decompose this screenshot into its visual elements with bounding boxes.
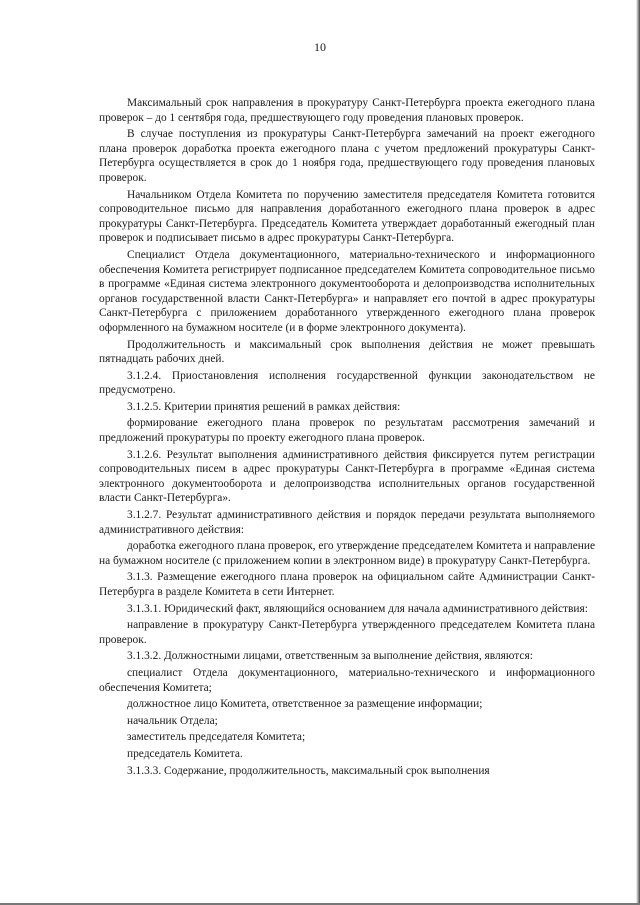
page-number: 10 [314, 40, 326, 54]
paragraph-10: 3.1.2.7. Результат административного действия и порядок передачи результата выполняемого административного действия: [99, 509, 595, 536]
document-body [99, 96, 595, 778]
paragraph-14: направление в прокуратуру Санкт-Петербурга утвержденного председателем Комитета плана проверок. [99, 619, 595, 646]
paragraph-5: Продолжительность и максимальный срок выполнения действия не может превышать пятнадцать рабочих дней. [99, 338, 595, 366]
paragraph-9: 3.1.2.6. Результат выполнения административного действия фиксируется путем регистрации сопроводительных писем в адрес прокуратуры Санкт-Петербурга в программе «Единая система электронного документооборота и делопроизводства исполнительных органов государственной власти Санкт-Петербурга». [99, 448, 595, 505]
paragraph-8: формирование ежегодного плана проверок по результатам рассмотрения замечаний и предложений прокуратуры по проекту ежегодного плана проверок. [99, 417, 595, 445]
paragraph-3: Начальником Отдела Комитета по поручению заместителя председателя Комитета готовится сопроводительное письмо для направления доработанного ежегодного плана проверок в адрес прокуратуры Санкт-Петербурга. Председатель Комитета утверждает доработанный ежегодный план проверок и подписывает письмо в адрес прокуратуры Санкт-Петербурга. [99, 188, 595, 245]
paragraph-11: доработка ежегодного плана проверок, его утверждение председателем Комитета и направление на бумажном носителе (с приложением копии в электронном виде) в прокуратуру Санкт-Петербурга. [99, 540, 595, 567]
paragraph-1: Максимальный срок направления в прокуратуру Санкт-Петербурга проекта ежегодного плана проверок – до 1 сентября года, предшествующего году проведения плановых проверок. [99, 97, 595, 124]
paragraph-7: 3.1.2.5. Критерии принятия решений в рамках действия: [127, 400, 401, 413]
paragraph-12: 3.1.3. Размещение ежегодного плана проверок на официальном сайте Администрации Санкт-Петербурга в разделе Комитета в сети Интернет. [99, 571, 595, 598]
paragraph-16: специалист Отдела документационного, материально-технического и информационного обеспечения Комитета; [99, 666, 595, 694]
paragraph-15: 3.1.3.2. Должностными лицами, ответственным за выполнение действия, являются: [127, 650, 533, 663]
scan-edge-shadow [636, 0, 640, 905]
paragraph-19: заместитель председателя Комитета; [127, 731, 306, 744]
paragraph-20: председатель Комитета. [127, 747, 243, 760]
paragraph-4: Специалист Отдела документационного, материально-технического и информационного обеспечения Комитета регистрирует подписанное председателем Комитета сопроводительное письмо в программе «Единая система электронного документооборота и делопроизводства исполнительных органов государственной власти Санкт-Петербурга» и направляет его почтой в адрес прокуратуры Санкт-Петербурга с приложением доработанного утвержденного ежегодного плана проверок оформленного на бумажном носителе (и в форме электронного документа). [99, 248, 595, 334]
paragraph-6: 3.1.2.4. Приостановления исполнения государственной функции законодательством не предусмотрено. [99, 369, 595, 397]
paragraph-21: 3.1.3.3. Содержание, продолжительность, максимальный срок выполнения [127, 764, 490, 777]
paragraph-13: 3.1.3.1. Юридический факт, являющийся основанием для начала административного действия: [127, 602, 588, 615]
paragraph-18: начальник Отдела; [127, 714, 218, 727]
paragraph-2: В случае поступления из прокуратуры Санкт-Петербурга замечаний на проект ежегодного плана проверок доработка проекта ежегодного плана с учетом предложений прокуратуры Санкт-Петербурга осуществляется в срок до 1 ноября года, предшествующего году проведения плановых проверок. [99, 128, 595, 184]
paragraph-17: должностное лицо Комитета, ответственное за размещение информации; [127, 698, 483, 711]
